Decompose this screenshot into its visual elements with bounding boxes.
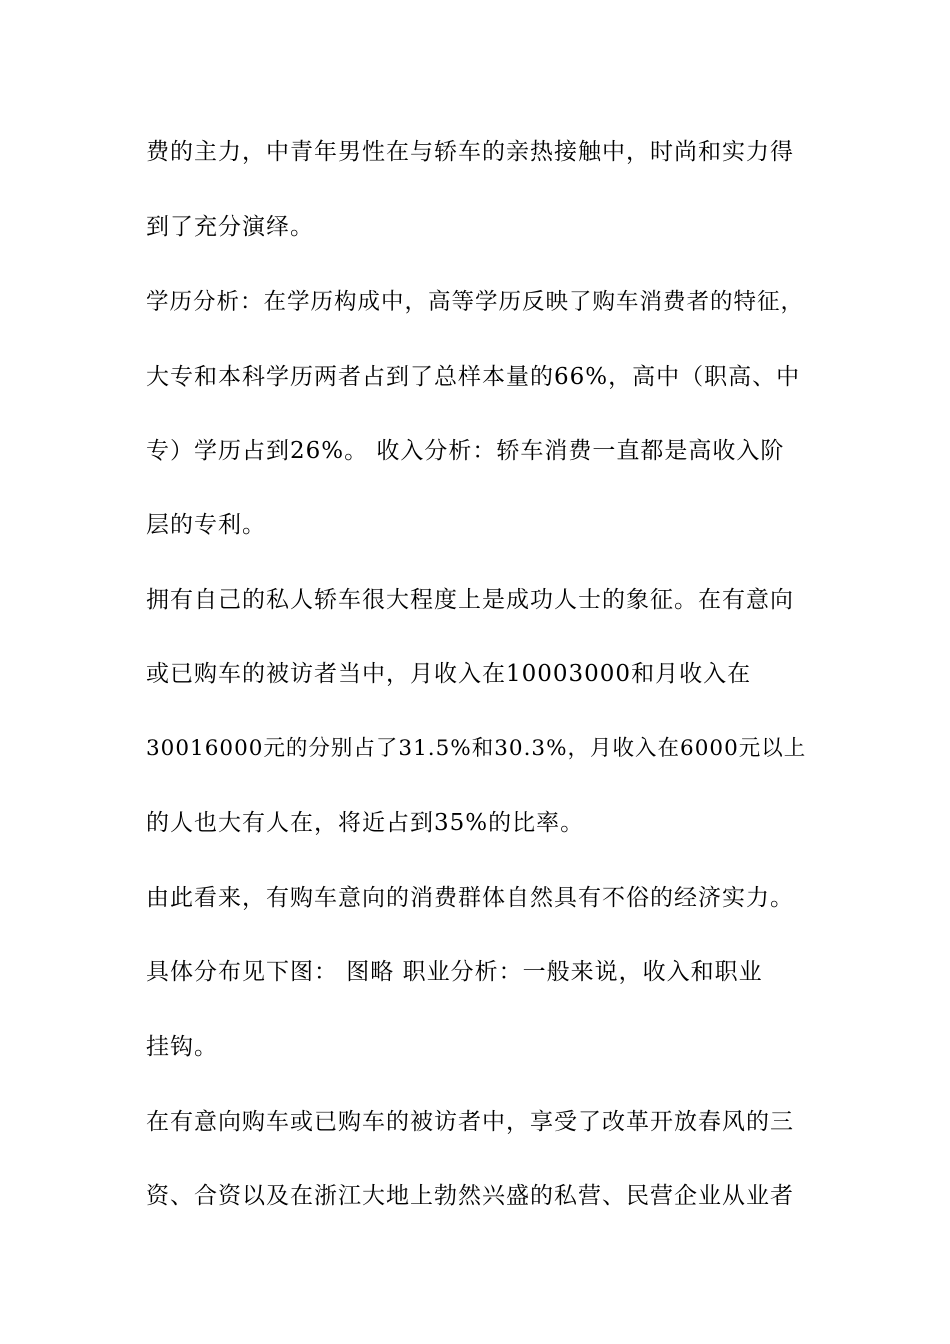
paragraph-line: 在有意向购车或已购车的被访者中，享受了改革开放春风的三 [146, 1109, 794, 1135]
paragraph-line: 挂钩。 [146, 1034, 218, 1060]
paragraph-line: 的人也大有人在，将近占到35%的比率。 [146, 810, 585, 836]
paragraph-line: 到了充分演绎。 [146, 214, 314, 240]
paragraph-line: 30016000元的分别占了31.5%和30.3%，月收入在6000元以上 [146, 736, 807, 761]
paragraph-line: 拥有自己的私人轿车很大程度上是成功人士的象征。在有意向 [146, 587, 794, 613]
paragraph-line: 或已购车的被访者当中，月收入在10003000和月收入在 [146, 661, 752, 687]
paragraph-line: 由此看来，有购车意向的消费群体自然具有不俗的经济实力。 [146, 885, 794, 911]
paragraph-line: 大专和本科学历两者占到了总样本量的66%，高中（职高、中 [146, 364, 801, 390]
paragraph-line: 资、合资以及在浙江大地上勃然兴盛的私营、民营企业从业者 [146, 1183, 794, 1209]
paragraph-line: 具体分布见下图： 图略 职业分析：一般来说，收入和职业 [146, 959, 763, 985]
paragraph-line: 学历分析：在学历构成中，高等学历反映了购车消费者的特征， [146, 289, 805, 315]
paragraph-line: 费的主力，中青年男性在与轿车的亲热接触中，时尚和实力得 [146, 139, 794, 165]
paragraph-line: 层的专利。 [146, 512, 266, 538]
paragraph-line: 专）学历占到26%。 收入分析：轿车消费一直都是高收入阶 [146, 438, 785, 464]
